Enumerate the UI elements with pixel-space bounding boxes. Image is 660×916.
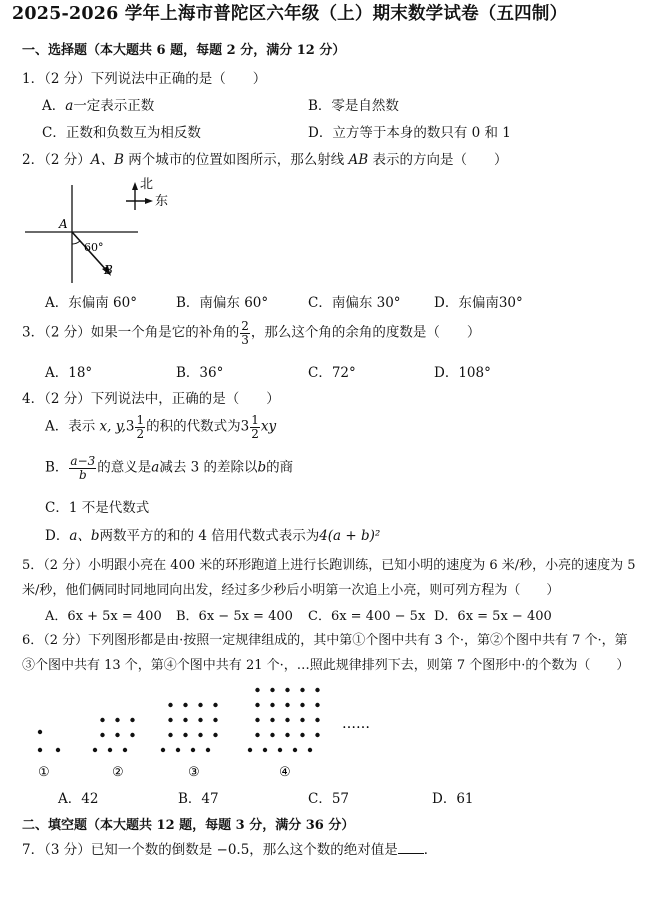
option-text: 两数平方的和的 4 倍用代数式表示为 bbox=[99, 528, 320, 544]
pattern-dot bbox=[130, 733, 134, 737]
pattern-dot bbox=[270, 718, 274, 722]
pattern-dot bbox=[213, 703, 217, 707]
question-6-option-c[interactable]: C．57 bbox=[308, 791, 350, 807]
question-4-option-d[interactable] bbox=[45, 524, 380, 544]
pattern-dot bbox=[300, 733, 304, 737]
pattern-dot bbox=[108, 748, 112, 752]
option-text: 一定表示正数 bbox=[73, 98, 155, 114]
option-text: A．表示 bbox=[45, 418, 100, 435]
pattern-dot bbox=[198, 733, 202, 737]
option-label: B． bbox=[45, 459, 69, 476]
question-2-option-b[interactable]: B．南偏东 60° bbox=[176, 295, 269, 311]
pattern-dot bbox=[191, 748, 195, 752]
direction-figure bbox=[20, 170, 180, 285]
fraction-a-minus-3-over-b: $\frac{a-3}{b}$ bbox=[70, 454, 96, 482]
question-3-option-b[interactable]: B．36° bbox=[176, 365, 224, 381]
dot-pattern-figure bbox=[20, 670, 420, 785]
pattern-dot bbox=[270, 733, 274, 737]
pattern-dot bbox=[38, 730, 42, 734]
question-1-stem: 1．（2 分）下列说法中正确的是（ ） bbox=[22, 71, 267, 87]
pattern-dot bbox=[93, 748, 97, 752]
pattern-dot bbox=[315, 688, 319, 692]
question-5-stem-line-2: 米/秒，他们俩同时同地同向出发，经过多少秒后小明第一次追上小亮，则可列方程为（ ） bbox=[22, 583, 560, 598]
figure-2-label: ② bbox=[112, 765, 124, 780]
pattern-dot bbox=[278, 748, 282, 752]
section-1-heading: 一、选择题（本大题共 6 题，每题 2 分，满分 12 分） bbox=[22, 43, 346, 58]
pattern-dot bbox=[285, 733, 289, 737]
pattern-dot bbox=[315, 733, 319, 737]
point-b-label: B bbox=[104, 263, 113, 277]
pattern-dot bbox=[161, 748, 165, 752]
pattern-dot bbox=[100, 718, 104, 722]
stem-ray: AB bbox=[348, 152, 369, 168]
pattern-dot bbox=[300, 703, 304, 707]
section-2-heading: 二、填空题（本大题共 12 题，每题 3 分，满分 36 分） bbox=[22, 818, 355, 833]
pattern-dot bbox=[38, 748, 42, 752]
pattern-ellipsis: …… bbox=[342, 716, 370, 732]
question-4-option-b[interactable] bbox=[45, 455, 293, 481]
pattern-dot bbox=[255, 733, 259, 737]
fraction-two-thirds: $\frac{2}{3}$ bbox=[241, 319, 249, 347]
fraction-one-half: $\frac{1}{2}$ bbox=[136, 413, 145, 441]
question-1-option-b[interactable]: B．零是自然数 bbox=[308, 98, 399, 114]
question-7-stem bbox=[22, 838, 437, 858]
question-6-option-b[interactable]: B．47 bbox=[178, 791, 219, 807]
pattern-dot bbox=[100, 733, 104, 737]
pattern-dot bbox=[213, 733, 217, 737]
question-5-option-b[interactable]: B．6x − 5x = 400 bbox=[176, 609, 293, 624]
figure-1-label: ① bbox=[38, 765, 50, 780]
pattern-dot bbox=[255, 688, 259, 692]
question-1-option-d[interactable]: D．立方等于本身的数只有 0 和 1 bbox=[308, 125, 511, 141]
mixed-whole: 3 bbox=[125, 418, 135, 435]
fraction-one-half: $\frac{1}{2}$ bbox=[251, 413, 259, 441]
pattern-dot bbox=[293, 748, 297, 752]
stem-part: 两个城市的位置如图所示，那么射线 bbox=[123, 152, 349, 168]
stem-part: 7．（3 分）已知一个数的倒数是 −0.5，那么这个数的绝对值是 bbox=[22, 842, 398, 858]
pattern-dot bbox=[270, 688, 274, 692]
stem-part: 3．（2 分）如果一个角是它的补角的 bbox=[22, 324, 240, 341]
pattern-dot bbox=[308, 748, 312, 752]
stem-part: 2．（2 分） bbox=[22, 152, 91, 168]
question-3-stem bbox=[22, 320, 480, 346]
pattern-dot bbox=[123, 748, 127, 752]
pattern-dot bbox=[300, 718, 304, 722]
figure-4-label: ④ bbox=[279, 765, 291, 780]
pattern-dot bbox=[300, 688, 304, 692]
option-variable: a bbox=[151, 459, 160, 476]
option-variable: b bbox=[257, 459, 267, 476]
pattern-dot bbox=[255, 718, 259, 722]
dot-pattern-dots bbox=[38, 688, 320, 752]
pattern-dot bbox=[56, 748, 60, 752]
pattern-dot bbox=[248, 748, 252, 752]
compass-east-label: 东 bbox=[155, 194, 169, 209]
option-variables: xy bbox=[260, 418, 277, 435]
pattern-dot bbox=[270, 703, 274, 707]
answer-blank[interactable] bbox=[398, 841, 424, 854]
pattern-dot bbox=[315, 718, 319, 722]
point-a-label: A bbox=[59, 217, 68, 231]
question-3-option-a[interactable]: A．18° bbox=[45, 365, 93, 381]
question-2-stem bbox=[22, 148, 507, 168]
compass-north-label: 北 bbox=[140, 177, 154, 192]
option-label: A． bbox=[42, 98, 66, 114]
pattern-dot bbox=[168, 718, 172, 722]
option-variables: x, y, bbox=[99, 418, 126, 435]
pattern-dot bbox=[183, 703, 187, 707]
pattern-dot bbox=[198, 718, 202, 722]
question-2-option-c[interactable]: C．南偏东 30° bbox=[308, 295, 401, 311]
question-6-stem-line-2: ③个图中共有 13 个，第④个图中共有 21 个·，…照此规律排列下去，则第 7 个图形中·的个数为（ ） bbox=[22, 658, 630, 673]
pattern-dot bbox=[183, 733, 187, 737]
pattern-dot bbox=[168, 733, 172, 737]
option-expression: 4(a + b)² bbox=[319, 528, 381, 544]
option-label: D． bbox=[45, 528, 70, 544]
stem-part: ． bbox=[423, 842, 438, 858]
pattern-dot bbox=[115, 718, 119, 722]
question-4-stem: 4．（2 分）下列说法中，正确的是（ ） bbox=[22, 391, 280, 407]
stem-part: ，那么这个角的余角的度数是（ ） bbox=[250, 324, 481, 341]
option-variables: a、b bbox=[69, 528, 100, 544]
option-variable: a bbox=[65, 98, 74, 114]
angle-label: 60° bbox=[84, 241, 104, 254]
exam-title: 2025-2026 学年上海市普陀区六年级（上）期末数学试卷（五四制） bbox=[12, 4, 568, 24]
option-text: 的商 bbox=[266, 459, 294, 476]
question-1-option-c[interactable]: C．正数和负数互为相反数 bbox=[42, 125, 201, 141]
stem-part: 表示的方向是（ ） bbox=[368, 152, 508, 168]
pattern-dot bbox=[255, 703, 259, 707]
option-text: 的积的代数式为 bbox=[146, 418, 241, 435]
question-5-stem-line-1: 5．（2 分）小明跟小亮在 400 米的环形跑道上进行长跑训练，已知小明的速度为 6 米/秒，小亮的速度为 5 bbox=[22, 558, 636, 573]
question-4-option-a[interactable] bbox=[45, 414, 276, 440]
question-1-option-a[interactable] bbox=[42, 94, 154, 114]
question-3-option-c[interactable]: C．72° bbox=[308, 365, 356, 381]
angle-arc bbox=[72, 241, 80, 244]
option-text: 的意义是 bbox=[97, 459, 152, 476]
pattern-dot bbox=[198, 703, 202, 707]
pattern-dot bbox=[115, 733, 119, 737]
pattern-dot bbox=[176, 748, 180, 752]
pattern-dot bbox=[315, 703, 319, 707]
question-4-option-c[interactable]: C．1 不是代数式 bbox=[45, 500, 150, 516]
option-text: 减去 3 的差除以 bbox=[159, 459, 258, 476]
question-5-option-c[interactable]: C．6x = 400 − 5x bbox=[308, 609, 426, 624]
question-6-stem-line-1: 6．（2 分）下列图形都是由·按照一定规律组成的，其中第①个图中共有 3 个·，第②个图中共有 7 个·，第 bbox=[22, 633, 628, 648]
pattern-dot bbox=[206, 748, 210, 752]
question-2-option-a[interactable]: A．东偏南 60° bbox=[45, 295, 137, 311]
question-6-option-d[interactable]: D．61 bbox=[432, 791, 474, 807]
question-5-option-a[interactable]: A．6x + 5x = 400 bbox=[45, 609, 162, 624]
question-3-option-d[interactable]: D．108° bbox=[434, 365, 491, 381]
pattern-dot bbox=[213, 718, 217, 722]
pattern-dot bbox=[285, 703, 289, 707]
stem-cities: A、B bbox=[90, 152, 124, 168]
question-2-option-d[interactable]: D．东偏南30° bbox=[434, 295, 523, 311]
pattern-dot bbox=[183, 718, 187, 722]
pattern-dot bbox=[285, 718, 289, 722]
question-5-option-d[interactable]: D．6x = 5x − 400 bbox=[434, 609, 552, 624]
pattern-dot bbox=[285, 688, 289, 692]
mixed-whole: 3 bbox=[240, 418, 250, 435]
pattern-dot bbox=[130, 718, 134, 722]
pattern-dot bbox=[168, 703, 172, 707]
pattern-dot bbox=[263, 748, 267, 752]
question-6-option-a[interactable]: A．42 bbox=[58, 791, 99, 807]
figure-3-label: ③ bbox=[188, 765, 200, 780]
